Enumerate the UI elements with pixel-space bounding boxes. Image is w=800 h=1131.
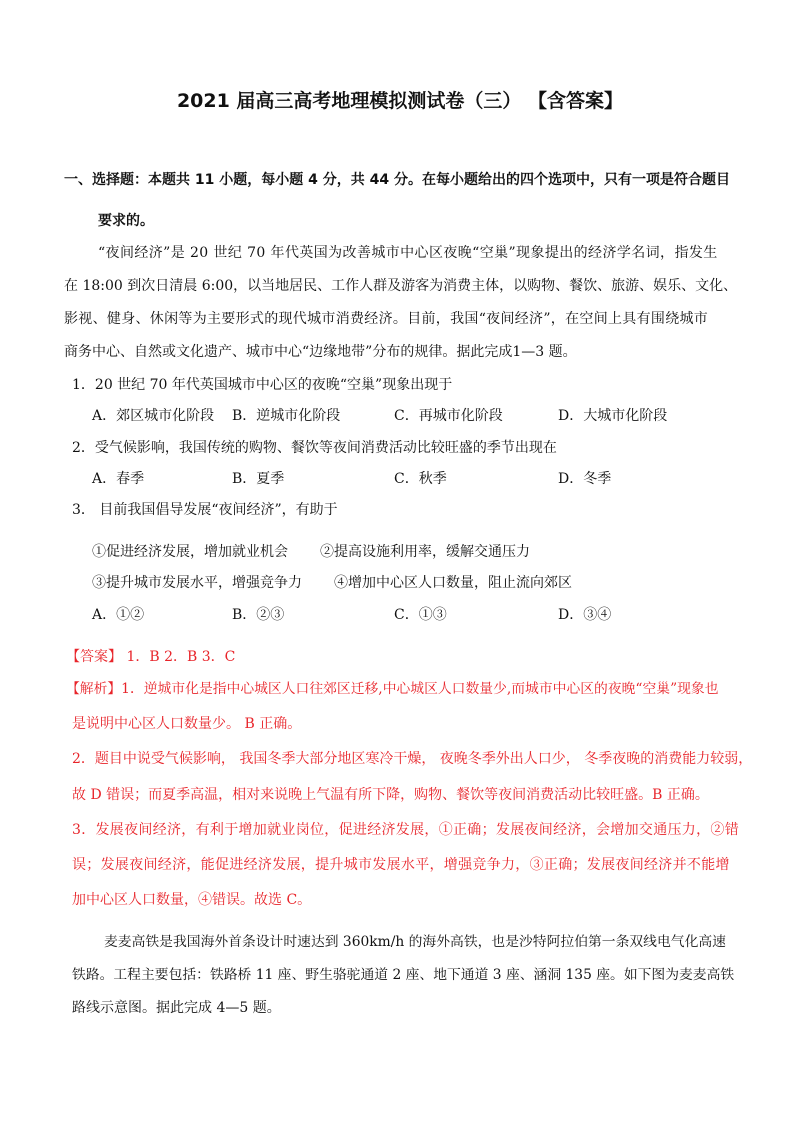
question-3-item-2: ②提高设施利用率，缓解交通压力 bbox=[320, 544, 530, 560]
page-title: 2021 届高三高考地理模拟测试卷（三） 【含答案】 bbox=[176, 90, 624, 112]
question-3-option-b: B．②③ bbox=[232, 607, 285, 623]
question-1-option-c: C．再城市化阶段 bbox=[394, 408, 503, 424]
question-2-option-b: B．夏季 bbox=[232, 471, 285, 487]
question-2-stem: 2．受气候影响，我国传统的购物、餐饮等夜间消费活动比较旺盛的季节出现在 bbox=[72, 440, 557, 456]
analysis-line: 故 D 错误；而夏季高温，相对来说晚上气温有所下降，购物、餐饮等夜间消费活动比较旺盛。B 正确。 bbox=[72, 787, 709, 803]
passage1-line: 在 18:00 到次日清晨 6:00，以当地居民、工作人群及游客为消费主体，以购物、餐饮、旅游、娱乐、文化、 bbox=[64, 278, 738, 294]
question-3-option-a: A．①② bbox=[92, 607, 145, 623]
question-3-item-1: ①促进经济发展，增加就业机会 bbox=[92, 544, 288, 560]
analysis-line: 加中心区人口数量，④错误。故选 C。 bbox=[72, 892, 312, 908]
question-2-option-c: C．秋季 bbox=[394, 471, 447, 487]
question-1-option-a: A．郊区城市化阶段 bbox=[92, 408, 215, 424]
answer-line: 【答案】 1．B 2．B 3．C bbox=[66, 649, 236, 665]
passage1-line: 商务中心、自然或文化遗产、城市中心“边缘地带”分布的规律。据此完成1—3 题。 bbox=[64, 344, 577, 360]
question-1-option-d: D．大城市化阶段 bbox=[558, 408, 668, 424]
analysis-line: 误；发展夜间经济，能促进经济发展，提升城市发展水平，增强竞争力，③正确；发展夜间经济并不能增 bbox=[72, 857, 730, 873]
question-3-item-4: ④增加中心区人口数量，阻止流向郊区 bbox=[334, 575, 572, 591]
question-1-stem: 1．20 世纪 70 年代英国城市中心区的夜晚“空巢”现象出现于 bbox=[72, 377, 453, 393]
passage2-line: 路线示意图。据此完成 4—5 题。 bbox=[72, 1000, 281, 1016]
passage2-line: 麦麦高铁是我国海外首条设计时速达到 360km/h 的海外高铁，也是沙特阿拉伯第一条双线电气化高速 bbox=[104, 934, 726, 950]
passage1-line: 影视、健身、休闲等为主要形式的现代城市消费经济。目前，我国“夜间经济”，在空间上具有围绕城市 bbox=[64, 311, 709, 327]
question-3-option-d: D．③④ bbox=[558, 607, 612, 623]
question-2-option-d: D．冬季 bbox=[558, 471, 612, 487]
passage1-line: “夜间经济”是 20 世纪 70 年代英国为改善城市中心区夜晚“空巢”现象提出的经济学名词，指发生 bbox=[98, 245, 718, 261]
question-2-option-a: A．春季 bbox=[92, 471, 145, 487]
question-1-option-b: B．逆城市化阶段 bbox=[232, 408, 341, 424]
section-heading-line1: 一、选择题：本题共 11 小题，每小题 4 分，共 44 分。在每小题给出的四个选项中，只有一项是符合题目 bbox=[64, 172, 730, 188]
section-heading-line2: 要求的。 bbox=[98, 213, 154, 229]
question-3-option-c: C．①③ bbox=[394, 607, 447, 623]
passage2-line: 铁路。工程主要包括：铁路桥 11 座、野生骆驼通道 2 座、地下通道 3 座、涵洞 135 座。如下图为麦麦高铁 bbox=[72, 967, 735, 983]
question-3-item-3: ③提升城市发展水平，增强竞争力 bbox=[92, 575, 302, 591]
analysis-line: 2．题目中说受气候影响， 我国冬季大部分地区寒冷干燥， 夜晚冬季外出人口少， 冬季夜晚的消费能力较弱， bbox=[72, 751, 753, 767]
analysis-line: 是说明中心区人口数量少。 B 正确。 bbox=[72, 716, 302, 732]
analysis-line: 【解析】1．逆城市化是指中心城区人口往郊区迁移,中心城区人口数量少,而城市中心区的夜晚“空巢”现象也 bbox=[66, 681, 719, 697]
analysis-line: 3．发展夜间经济，有利于增加就业岗位，促进经济发展，①正确；发展夜间经济，会增加交通压力，②错 bbox=[72, 822, 740, 838]
question-3-stem: 3． 目前我国倡导发展“夜间经济”，有助于 bbox=[72, 502, 338, 518]
